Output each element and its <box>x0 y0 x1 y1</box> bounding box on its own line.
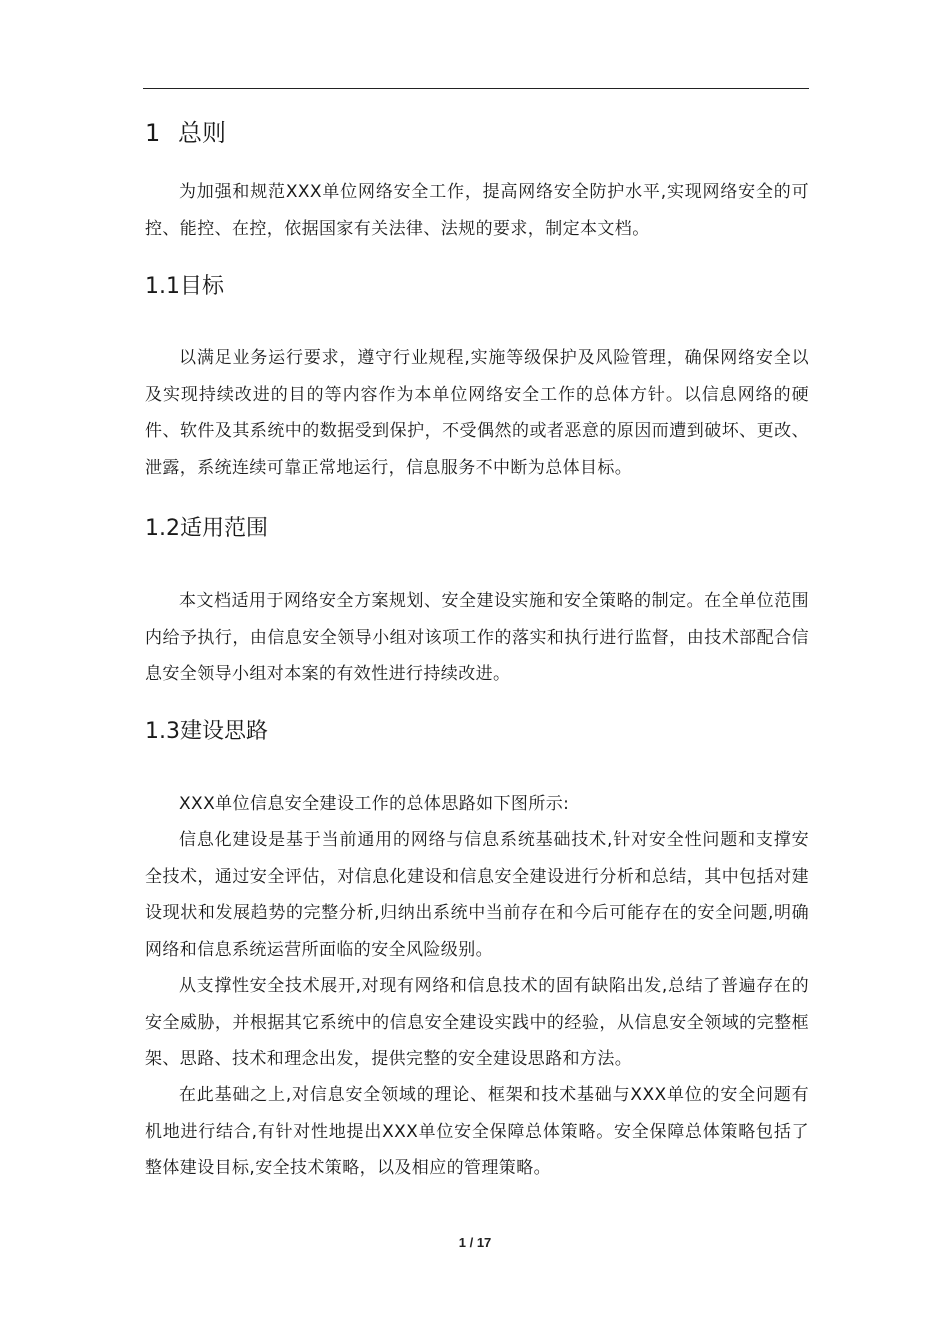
header-rule <box>143 88 809 89</box>
approach-paragraph-2: 信息化建设是基于当前通用的网络与信息系统基础技术,针对安全性问题和支撑安全技术，通过安全评估，对信息化建设和信息安全建设进行分析和总结，其中包括对建设现状和发展趋势的完整分析,归纳出系统中当前存在和今后可能存在的安全问题,明确网络和信息系统运营所面临的安全风险级别。 <box>145 830 809 960</box>
page-number <box>0 1235 950 1250</box>
chapter-title: 总则 <box>178 119 226 147</box>
goal-paragraph: 以满足业务运行要求，遵守行业规程,实施等级保护及风险管理，确保网络安全以及实现持续改进的目的等内容作为本单位网络安全工作的总体方针。以信息网络的硬件、软件及其系统中的数据受到保护，不受偶然的或者恶意的原因而遭到破坏、更改、泄露，系统连续可靠正常地运行，信息服务不中断为总体目标。 <box>145 348 809 478</box>
section-heading-goal: 1.1目标 <box>145 274 224 299</box>
approach-paragraph-4: 在此基础之上,对信息安全领域的理论、框架和技术基础与XXX单位的安全问题有机地进行结合,有针对性地提出XXX单位安全保障总体策略。安全保障总体策略包括了整体建设目标,安全技术策略，以及相应的管理策略。 <box>145 1085 809 1178</box>
current-page: 1 <box>458 1235 466 1250</box>
scope-paragraph: 本文档适用于网络安全方案规划、安全建设实施和安全策略的制定。在全单位范围内给予执行，由信息安全领导小组对该项工作的落实和执行进行监督，由技术部配合信息安全领导小组对本案的有效性进行持续改进。 <box>145 591 809 684</box>
intro-paragraph: 为加强和规范XXX单位网络安全工作，提高网络安全防护水平,实现网络安全的可控、能控、在控，依据国家有关法律、法规的要求，制定本文档。 <box>145 182 809 239</box>
chapter-number: 1 <box>145 119 161 147</box>
chapter-heading <box>145 116 226 150</box>
approach-paragraph-1: XXX单位信息安全建设工作的总体思路如下图所示: <box>179 794 570 814</box>
page-separator: / <box>469 1235 474 1250</box>
approach-paragraph-3: 从支撑性安全技术展开,对现有网络和信息技术的固有缺陷出发,总结了普遍存在的安全威胁，并根据其它系统中的信息安全建设实践中的经验，从信息安全领域的完整框架、思路、技术和理念出发，提供完整的安全建设思路和方法。 <box>145 976 809 1069</box>
section-heading-scope: 1.2适用范围 <box>145 516 268 541</box>
section-heading-approach: 1.3建设思路 <box>145 719 268 744</box>
total-pages: 17 <box>476 1235 492 1250</box>
